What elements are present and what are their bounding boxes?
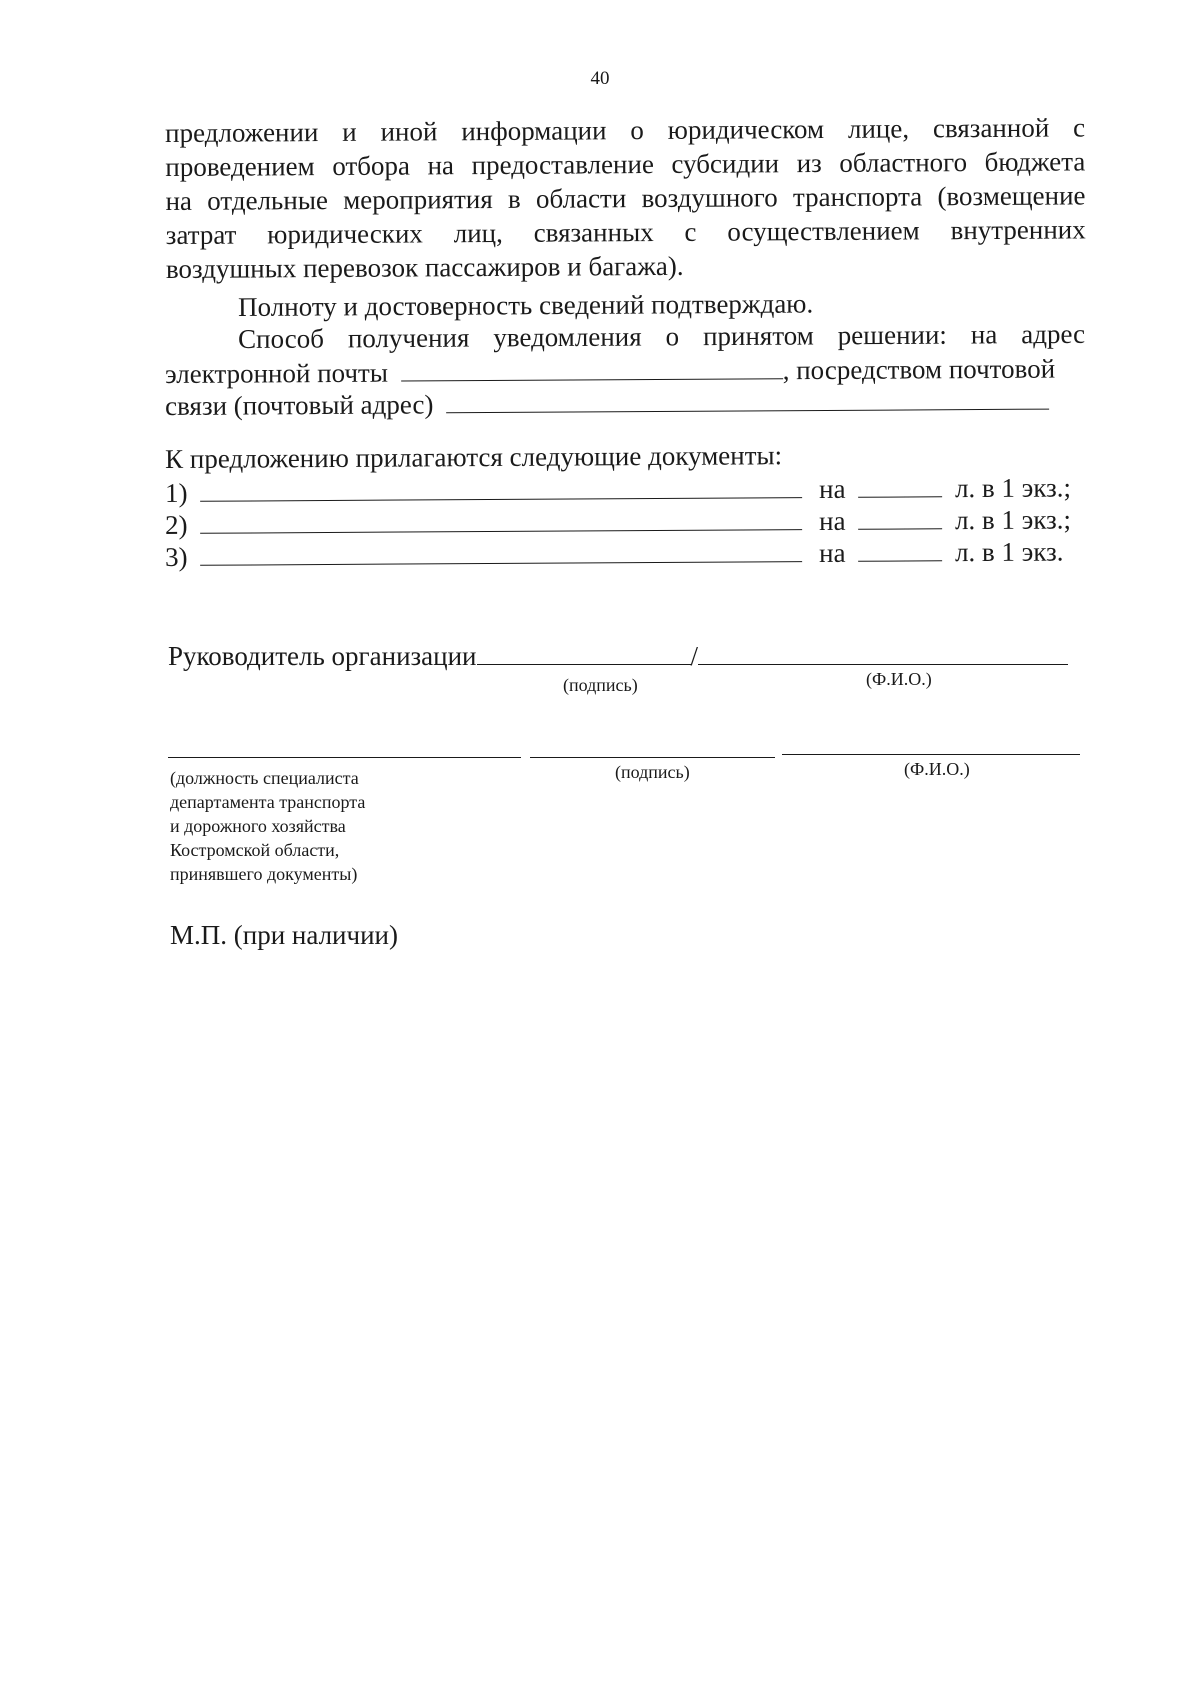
specialist-signature-line[interactable]	[530, 757, 775, 758]
specialist-name-caption: (Ф.И.О.)	[904, 759, 970, 779]
post-suffix: , посредством почтовой	[782, 353, 1056, 386]
stamp-text: М.П. (при наличии)	[170, 920, 398, 950]
email-label: электронной почты	[165, 357, 389, 389]
attachment-na: на	[818, 505, 846, 537]
attachment-title-field[interactable]	[200, 473, 802, 502]
confirm-text: Полноту и достоверность сведений подтверждаю.	[238, 288, 814, 322]
attachment-title-field[interactable]	[200, 505, 802, 534]
head-name-caption: (Ф.И.О.)	[866, 669, 932, 689]
attachment-number: 1)	[165, 477, 188, 508]
address-label: связи (почтовый адрес)	[165, 389, 434, 421]
attachment-tail: л. в 1 экз.;	[954, 472, 1072, 504]
intro-line: на отдельные мероприятия в области воздушного транспорта (возмещение	[165, 180, 1086, 216]
intro-line: затрат юридических лиц, связанных с осуществлением внутренних	[165, 214, 1086, 250]
attachment-row	[165, 536, 1064, 573]
intro-line: предложении и иной информации о юридическом лице, связанной с	[165, 112, 1086, 148]
intro-paragraph	[165, 110, 1086, 286]
email-field[interactable]	[401, 354, 783, 381]
attachment-na: на	[818, 473, 846, 505]
page-number: 40	[590, 68, 610, 89]
caption-line: Костромской области,	[170, 840, 340, 860]
address-field[interactable]	[446, 385, 1049, 414]
attachment-tail: л. в 1 экз.;	[954, 504, 1072, 536]
head-signature-field[interactable]	[477, 640, 691, 665]
intro-line: проведением отбора на предоставление субсидии из областного бюджета	[165, 146, 1086, 182]
attachment-pages-field[interactable]	[858, 504, 942, 530]
attachment-title-field[interactable]	[200, 537, 802, 566]
notification-line: Способ получения уведомления о принятом решении: на адрес	[238, 318, 1086, 354]
attachment-pages-field[interactable]	[858, 536, 942, 562]
attachment-tail: л. в 1 экз.	[954, 536, 1064, 568]
caption-line: принявшего документы)	[170, 864, 358, 884]
attachment-na: на	[818, 537, 846, 569]
head-sign-caption: (подпись)	[563, 675, 638, 695]
intro-line: воздушных перевозок пассажиров и багажа).	[165, 250, 684, 284]
specialist-position-line[interactable]	[168, 757, 521, 758]
caption-line: и дорожного хозяйства	[170, 816, 346, 836]
specialist-sign-caption: (подпись)	[615, 762, 690, 782]
attachments-heading: К предложению прилагаются следующие документы:	[165, 440, 783, 474]
specialist-position-caption	[170, 766, 365, 886]
caption-line: (должность специалиста	[170, 768, 359, 788]
specialist-name-line[interactable]	[782, 754, 1080, 755]
slash: /	[690, 641, 699, 671]
attachment-number: 3)	[165, 541, 188, 572]
head-label: Руководитель организации	[168, 641, 477, 671]
head-name-field[interactable]	[698, 640, 1068, 665]
head-signature-row	[168, 640, 1068, 672]
address-row	[165, 385, 1049, 422]
attachment-number: 2)	[165, 509, 188, 540]
caption-line: департамента транспорта	[170, 792, 366, 812]
attachment-pages-field[interactable]	[858, 472, 942, 498]
